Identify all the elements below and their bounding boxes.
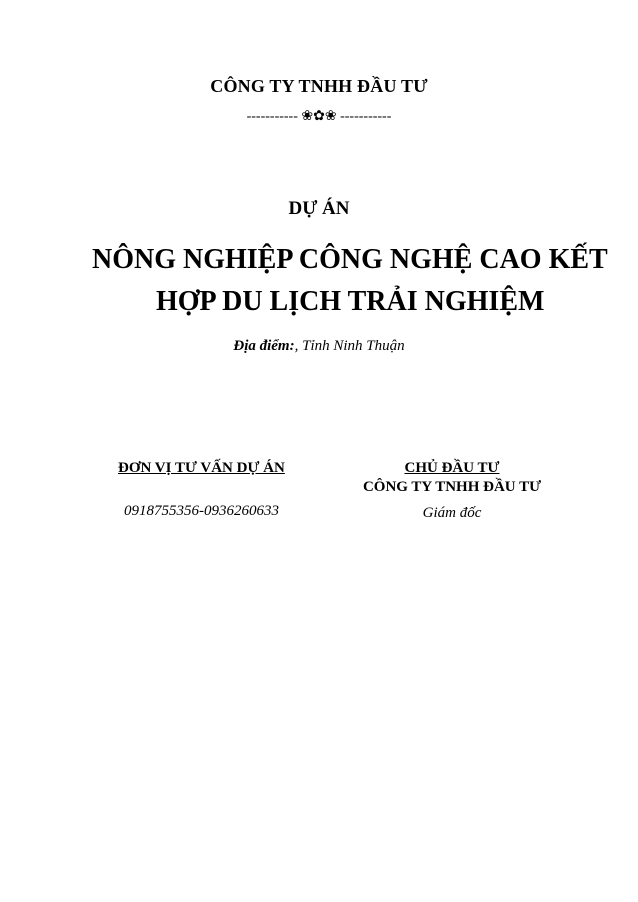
company-header: CÔNG TY TNHH ĐẦU TƯ xyxy=(210,76,428,96)
consultant-title: ĐƠN VỊ TƯ VẤN DỰ ÁN xyxy=(118,460,285,476)
location-value: , Tỉnh Ninh Thuận xyxy=(294,338,405,354)
ornament-divider xyxy=(0,108,638,125)
project-title-line-1: NÔNG NGHIỆP CÔNG NGHỆ CAO KẾT xyxy=(92,244,608,275)
owner-block xyxy=(340,460,564,522)
owner-title: CHỦ ĐẦU TƯ xyxy=(404,460,500,476)
owner-company: CÔNG TY TNHH ĐẦU TƯ xyxy=(362,479,542,495)
consultant-block xyxy=(118,460,318,520)
flourish-icon: ❀✿❀ xyxy=(301,108,337,124)
consultant-phone: 0918755356-0936260633 xyxy=(124,503,279,519)
project-location xyxy=(0,338,638,355)
project-label: DỰ ÁN xyxy=(288,198,350,219)
project-title-line-2: HỢP DU LỊCH TRẢI NGHIỆM xyxy=(156,286,545,317)
ornament-dashes-right: ----------- xyxy=(340,109,392,124)
owner-position: Giám đốc xyxy=(422,505,482,521)
location-label: Địa điểm: xyxy=(233,338,295,354)
ornament-dashes-left: ----------- xyxy=(246,109,298,124)
